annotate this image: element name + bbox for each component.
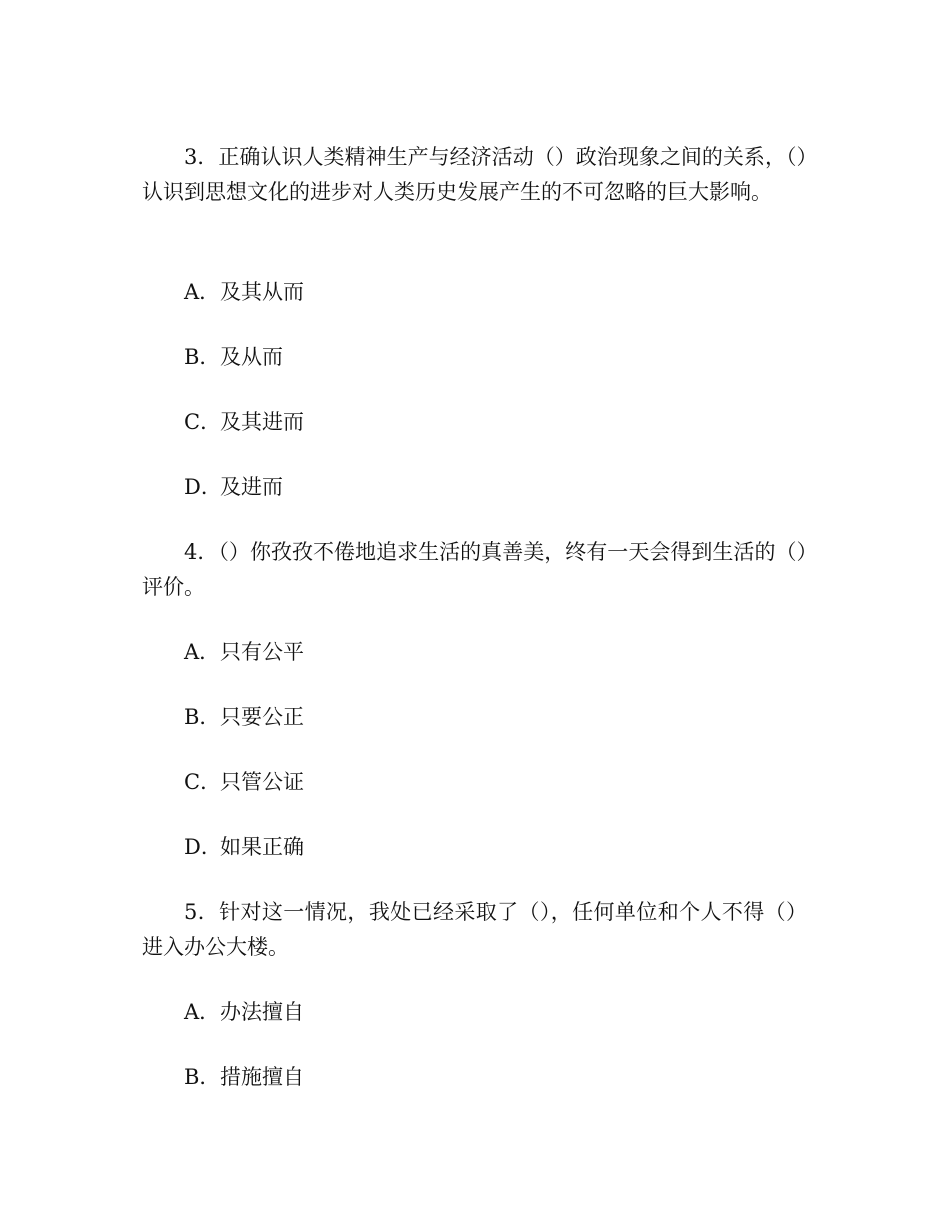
option-text: 及进而 — [220, 475, 283, 499]
question-3-option-d — [184, 472, 283, 502]
option-letter: D． — [184, 475, 222, 499]
option-letter: B． — [184, 705, 221, 729]
question-4-stem: 4．（）你孜孜不倦地追求生活的真善美，终有一天会得到生活的（）评价。 — [142, 540, 807, 599]
question-3-option-c — [184, 407, 304, 437]
question-3-option-b — [184, 342, 283, 372]
option-letter: B． — [184, 345, 221, 369]
question-4-option-b — [184, 702, 304, 732]
question-4-option-c — [184, 767, 304, 797]
option-letter: A． — [184, 1000, 221, 1024]
question-5-option-b — [184, 1062, 304, 1092]
question-3-option-a — [184, 277, 304, 307]
option-letter: D． — [184, 835, 222, 859]
option-text: 只要公正 — [220, 705, 304, 729]
option-text: 及从而 — [220, 345, 283, 369]
question-4-option-d — [184, 832, 304, 862]
option-text: 办法擅自 — [220, 1000, 304, 1024]
option-letter: A． — [184, 280, 221, 304]
question-4-option-a — [184, 637, 304, 667]
question-5-option-a — [184, 997, 304, 1027]
option-text: 如果正确 — [220, 835, 304, 859]
question-3-stem: 3．正确认识人类精神生产与经济活动（）政治现象之间的关系，（）认识到思想文化的进步对人类历史发展产生的不可忽略的巨大影响。 — [142, 145, 807, 204]
option-text: 及其进而 — [220, 410, 304, 434]
question-5-stem: 5．针对这一情况，我处已经采取了（），任何单位和个人不得（）进入办公大楼。 — [142, 900, 807, 959]
option-text: 措施擅自 — [220, 1065, 304, 1089]
option-text: 及其从而 — [220, 280, 304, 304]
option-letter: A． — [184, 640, 221, 664]
option-text: 只有公平 — [220, 640, 304, 664]
option-text: 只管公证 — [220, 770, 304, 794]
option-letter: C． — [184, 410, 222, 434]
option-letter: C． — [184, 770, 222, 794]
option-letter: B． — [184, 1065, 221, 1089]
